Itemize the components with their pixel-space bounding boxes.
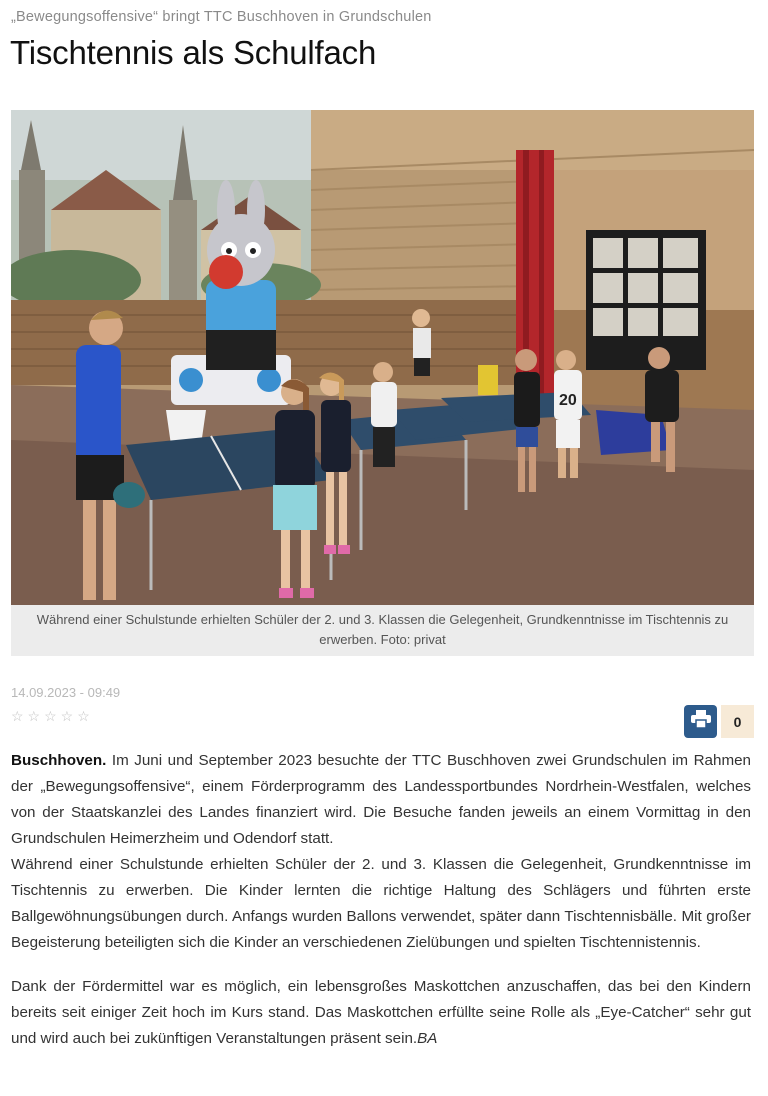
article-paragraph xyxy=(11,748,751,852)
article-title: Tischtennis als Schulfach xyxy=(10,34,377,71)
paragraph-2: Während einer Schulstunde erhielten Schüler der 2. und 3. Klassen die Gelegenheit, Grundkenntnisse im Tischtennis zu erwerben. Die Kinder lernten die richtige Haltung des Schlägers und führten erste Ballgewöhnungsübungen durch. Anfangs wurden Ballons verwendet, später dann Tischtennisbälle. Mit großer Begeisterung beteiligten sich die Kinder an verschiedenen Zielübungen und spielten Tischtennistennis. xyxy=(11,856,751,951)
rating-stars[interactable]: ☆☆☆☆☆ xyxy=(11,708,94,724)
article-paragraph xyxy=(11,974,751,1052)
article-photo[interactable] xyxy=(11,110,754,605)
lead-place: Buschhoven. xyxy=(11,752,107,769)
printer-icon xyxy=(691,710,711,733)
paragraph-3: Dank der Fördermittel war es möglich, ein lebensgroßes Maskottchen anzuschaffen, das bei den Kindern bereits seit einiger Zeit hoch im Kurs stand. Das Maskottchen erfüllte seine Rolle als „Eye-Catcher“ sehr gut und wird auch bei zukünftigen Veranstaltungen präsent sein. xyxy=(11,978,751,1047)
print-button[interactable] xyxy=(684,705,717,738)
paragraph-1: Im Juni und September 2023 besuchte der TTC Buschhoven zwei Grundschulen im Rahmen der „Bewegungsoffensive“, einem Förderprogramm des Landessportbundes Nordrhein-Westfalen, welches von der Staatskanzlei des Landes finanziert wird. Die Besuche fanden jeweils an einem Vormittag in den Grundschulen Heimerzheim und Odendorf statt. xyxy=(11,752,751,847)
photo-caption: Während einer Schulstunde erhielten Schüler der 2. und 3. Klassen die Gelegenheit, Grundkenntnisse im Tischtennis zu erwerben. Foto: privat xyxy=(11,605,754,656)
article-date: 14.09.2023 - 09:49 xyxy=(11,685,121,700)
author-initials: BA xyxy=(417,1030,438,1047)
comment-count-badge[interactable]: 0 xyxy=(721,705,754,738)
article-body xyxy=(11,748,751,1052)
article-kicker: „Bewegungsoffensive“ bringt TTC Buschhoven in Grundschulen xyxy=(11,9,432,25)
svg-text:20: 20 xyxy=(559,392,577,409)
